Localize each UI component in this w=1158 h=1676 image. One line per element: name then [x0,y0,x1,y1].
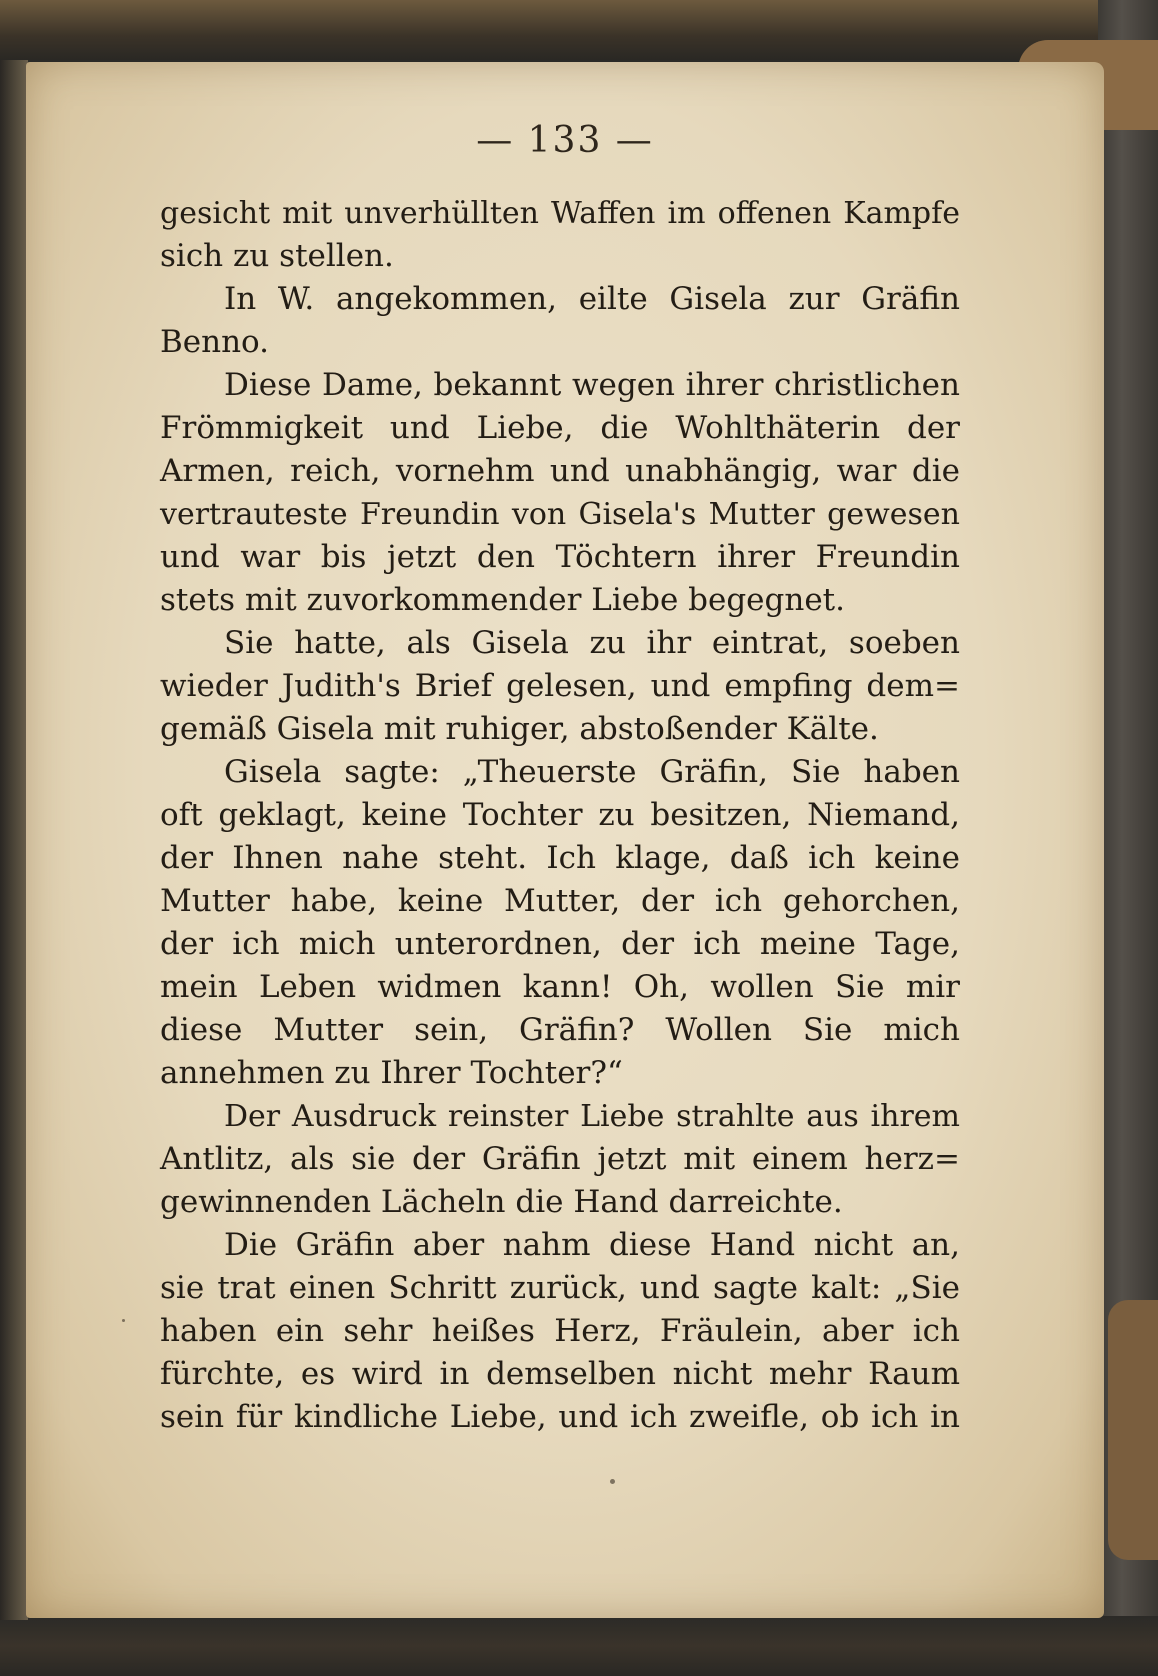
book-cover-top [0,0,1158,60]
text-line: diese Mutter sein, Gräfin? Wollen Sie mich [160,1012,960,1048]
page-number: — 133 — [476,120,654,161]
book-page [26,62,1104,1618]
text-line: Der Ausdruck reinster Liebe strahlte aus ihrem [224,1099,960,1134]
text-line: Armen, reich, vornehm und unabhängig, war die [160,453,960,489]
text-line: sie trat einen Schritt zurück, und sagte kalt: „Sie [160,1270,960,1306]
ink-speck [610,1479,615,1484]
text-line: der Ihnen nahe steht. Ich klage, daß ich keine [160,840,960,876]
text-line: der ich mich unterordnen, der ich meine Tage, [160,926,960,962]
text-line: Gisela sagte: „Theuerste Gräfin, Sie haben [224,754,960,790]
text-line: annehmen zu Ihrer Tochter?“ [160,1055,623,1091]
book-cover-bottom [0,1616,1158,1676]
text-line: stets mit zuvorkommender Liebe begegnet. [160,582,845,618]
ink-speck [122,1319,125,1322]
page-text [160,192,960,1439]
text-line: sein für kindliche Liebe, und ich zweifle, ob ich in [160,1399,960,1435]
text-line: gesicht mit unverhüllten Waffen im offenen Kampfe [160,196,960,231]
text-line: gewinnenden Lächeln die Hand darreichte. [160,1184,843,1220]
text-line: und war bis jetzt den Töchtern ihrer Freundin [160,539,960,575]
text-line: wieder Judith's Brief gelesen, und empfing dem= [160,668,960,704]
text-line: Benno. [160,324,270,360]
text-line: fürchte, es wird in demselben nicht mehr Raum [160,1356,960,1392]
text-line: Frömmigkeit und Liebe, die Wohlthäterin der [160,410,960,446]
text-line: sich zu stellen. [160,238,394,274]
text-line: Mutter habe, keine Mutter, der ich gehorchen, [160,883,960,919]
text-line: vertrauteste Freundin von Gisela's Mutter gewesen [160,497,960,532]
text-line: Diese Dame, bekannt wegen ihrer christlichen [224,367,960,403]
text-line: Antlitz, als sie der Gräfin jetzt mit einem herz= [160,1141,960,1177]
text-line: haben ein sehr heißes Herz, Fräulein, aber ich [160,1313,960,1349]
cover-wear-bottom [1108,1300,1158,1560]
text-line: Sie hatte, als Gisela zu ihr eintrat, soeben [224,625,960,661]
text-line: oft geklagt, keine Tochter zu besitzen, Niemand, [160,797,960,833]
text-line: mein Leben widmen kann! Oh, wollen Sie mir [160,969,960,1005]
book-spine [0,60,28,1620]
text-line: Die Gräfin aber nahm diese Hand nicht an, [224,1227,960,1263]
text-line: gemäß Gisela mit ruhiger, abstoßender Kälte. [160,711,879,747]
text-line: In W. angekommen, eilte Gisela zur Gräfin [224,281,960,317]
